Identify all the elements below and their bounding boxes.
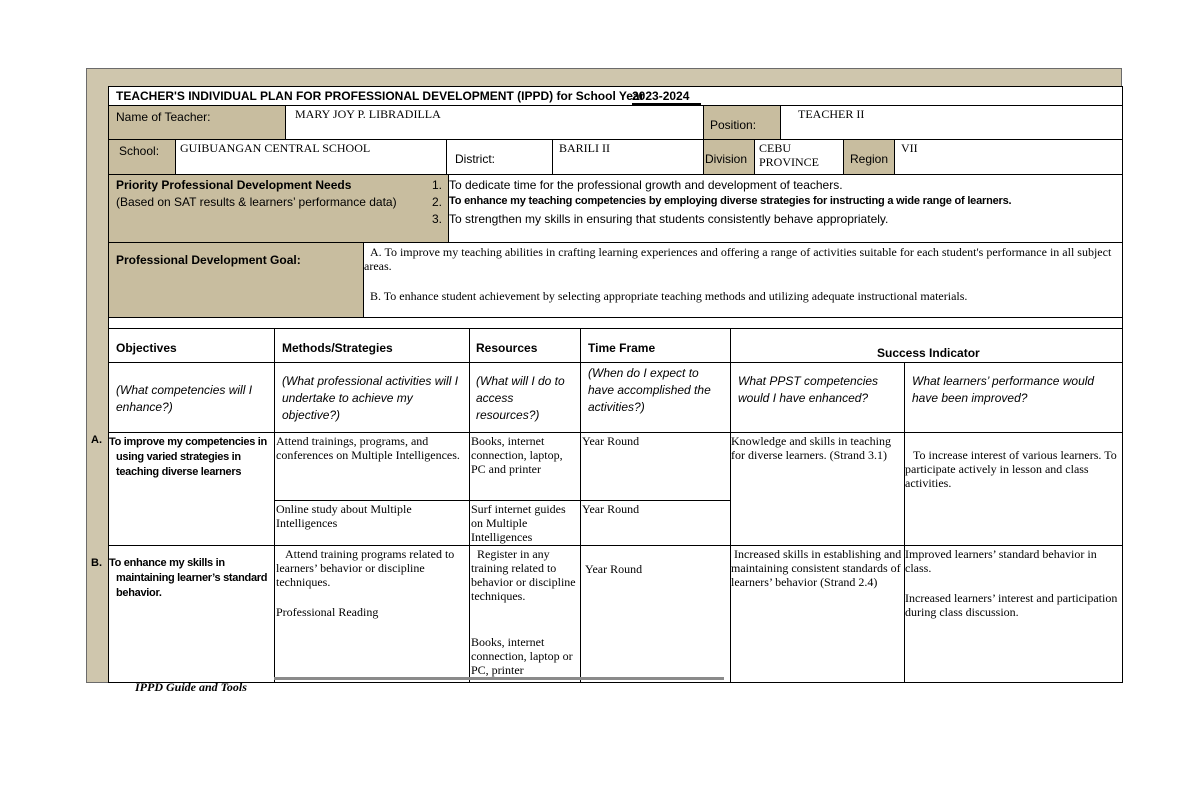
needs-item-3: To strengthen my skills in ensuring that students consistently behave appropriately. <box>449 212 889 226</box>
row-b-resource-1: Register in any training related to behavior or discipline techniques. <box>471 547 576 603</box>
name-value-cell <box>285 105 704 140</box>
row-a-method-2: Online study about Multiple Intelligences <box>276 502 412 530</box>
row-a-resource-1: Books, internet connection, laptop, PC and printer <box>471 434 563 476</box>
row-a-letter: A. <box>91 434 102 446</box>
teacher-position: TEACHER II <box>798 107 865 121</box>
district-label: District: <box>455 152 495 166</box>
goal-text-cell <box>363 242 1123 318</box>
needs-label: Priority Professional Development Needs <box>116 178 352 192</box>
needs-list-cell <box>448 174 1123 243</box>
division-label: Division <box>705 152 748 166</box>
needs-sublabel: (Based on SAT results & learners’ performance data) <box>116 195 397 209</box>
position-label-cell <box>703 105 781 140</box>
division-name: CEBU PROVINCE <box>759 141 820 169</box>
district-name: BARILI II <box>559 141 610 155</box>
success-header-cell <box>730 328 1123 363</box>
name-label: Name of Teacher: <box>116 110 211 124</box>
school-value-cell <box>175 139 447 175</box>
name-label-cell <box>108 105 286 140</box>
position-value-cell <box>780 105 1123 140</box>
row-a-objective: To improve my competencies in using varied strategies in teaching diverse learners <box>109 436 267 478</box>
division-label-cell <box>703 139 755 175</box>
needs-item-1: To dedicate time for the professional growth and development of teachers. <box>449 178 843 192</box>
row-a-learners: To increase interest of various learners. To participate actively in lesson and class activities. <box>905 448 1117 490</box>
row-a-resource-1-cell <box>469 432 581 501</box>
region-name: VII <box>901 141 918 155</box>
success-header: Success Indicator <box>877 346 980 360</box>
row-b-ppst: Increased skills in establishing and maintaining consistent standards of learners’ behavior (Strand 2.4) <box>731 547 902 589</box>
school-label: School: <box>119 144 160 158</box>
learners-subheader-cell <box>904 362 1123 433</box>
row-a-time-1: Year Round <box>582 434 640 448</box>
row-a-method-1-cell <box>274 432 470 501</box>
objectives-subheader: (What competencies will I enhance?) <box>116 383 253 414</box>
row-a-time-2-cell <box>580 500 731 546</box>
row-a-method-2-cell <box>274 500 470 546</box>
methods-header-cell <box>274 328 470 363</box>
objectives-subheader-cell <box>108 362 275 433</box>
region-label: Region <box>850 152 889 166</box>
row-a-resource-2-cell <box>469 500 581 546</box>
region-value-cell <box>894 139 1123 175</box>
district-value-cell <box>552 139 704 175</box>
row-a-learners-cell <box>904 432 1123 546</box>
objectives-header-cell <box>108 328 275 363</box>
ppst-subheader-cell <box>730 362 905 433</box>
needs-num-2: 2. <box>432 195 443 209</box>
needs-num-3: 3. <box>432 212 443 226</box>
row-b-method-1: Attend training programs related to learners’ behavior or discipline techniques. <box>276 547 455 589</box>
goal-label: Professional Development Goal: <box>116 253 301 267</box>
row-b-resource-2: Books, internet connection, laptop or PC, printer <box>471 635 573 677</box>
row-a-objective-cell <box>108 432 275 546</box>
resources-header: Resources <box>476 341 538 355</box>
row-b-resources-cell <box>469 545 581 683</box>
region-label-cell <box>843 139 895 175</box>
row-b-time: Year Round <box>585 562 643 576</box>
needs-item-2: To enhance my teaching competencies by employing diverse strategies for instructing a wide range of learners. <box>449 195 1012 207</box>
row-b-learners-1: Improved learners’ standard behavior in class. <box>905 547 1097 575</box>
district-label-cell <box>446 139 553 175</box>
bottom-rule <box>274 677 724 680</box>
row-b-learners-2: Increased learners’ interest and participation during class discussion. <box>905 591 1118 619</box>
ppst-subheader: What PPST competencies would I have enhanced? <box>738 374 879 405</box>
school-label-cell <box>108 139 176 175</box>
division-value-cell <box>754 139 844 175</box>
goal-a: A. To improve my teaching abilities in crafting learning experiences and offering a range of activities suitable for each student's performance in all subject areas. <box>364 245 1112 273</box>
resources-subheader: (What will I do to access resources?) <box>476 374 565 422</box>
position-label: Position: <box>710 118 757 132</box>
methods-subheader-cell <box>274 362 470 433</box>
timeframe-subheader: (When do I expect to have accomplished the activities?) <box>588 366 711 414</box>
teacher-name: MARY JOY P. LIBRADILLA <box>295 107 441 121</box>
row-b-methods-cell <box>274 545 470 683</box>
needs-num-1: 1. <box>432 178 443 192</box>
methods-header: Methods/Strategies <box>282 341 393 355</box>
row-a-time-1-cell <box>580 432 731 501</box>
page-title: TEACHER'S INDIVIDUAL PLAN FOR PROFESSIONAL DEVELOPMENT (IPPD) for School Year <box>116 89 645 103</box>
row-a-ppst-cell <box>730 432 905 546</box>
row-a-method-1: Attend trainings, programs, and conferences on Multiple Intelligences. <box>276 434 460 462</box>
learners-subheader: What learners’ performance would have been improved? <box>912 374 1095 405</box>
timeframe-subheader-cell <box>580 362 731 433</box>
row-a-resource-2: Surf internet guides on Multiple Intelligences <box>471 502 566 544</box>
school-year: 2023-2024 <box>632 89 701 105</box>
row-b-method-2: Professional Reading <box>276 605 379 619</box>
row-a-time-2: Year Round <box>582 502 640 516</box>
school-name: GUIBUANGAN CENTRAL SCHOOL <box>180 141 371 155</box>
goal-b: B. To enhance student achievement by selecting appropriate teaching methods and utilizing adequate instructional materials. <box>370 289 968 303</box>
goal-label-cell <box>108 242 364 318</box>
methods-subheader: (What professional activities will I undertake to achieve my objective?) <box>282 374 459 422</box>
footer-text: IPPD Guide and Tools <box>135 680 247 694</box>
row-b-objective-cell <box>108 545 275 683</box>
row-b-learners-cell <box>904 545 1123 683</box>
objectives-header: Objectives <box>116 341 177 355</box>
row-b-ppst-cell <box>730 545 905 683</box>
resources-header-cell <box>469 328 581 363</box>
row-b-time-cell <box>580 545 731 683</box>
title-row <box>108 86 1123 106</box>
timeframe-header: Time Frame <box>588 341 656 355</box>
needs-label-cell <box>108 174 449 243</box>
timeframe-header-cell <box>580 328 731 363</box>
row-b-objective: To enhance my skills in maintaining learner’s standard behavior. <box>109 557 268 599</box>
row-a-ppst: Knowledge and skills in teaching for diverse learners. (Strand 3.1) <box>731 434 891 462</box>
row-b-letter: B. <box>91 557 102 569</box>
resources-subheader-cell <box>469 362 581 433</box>
